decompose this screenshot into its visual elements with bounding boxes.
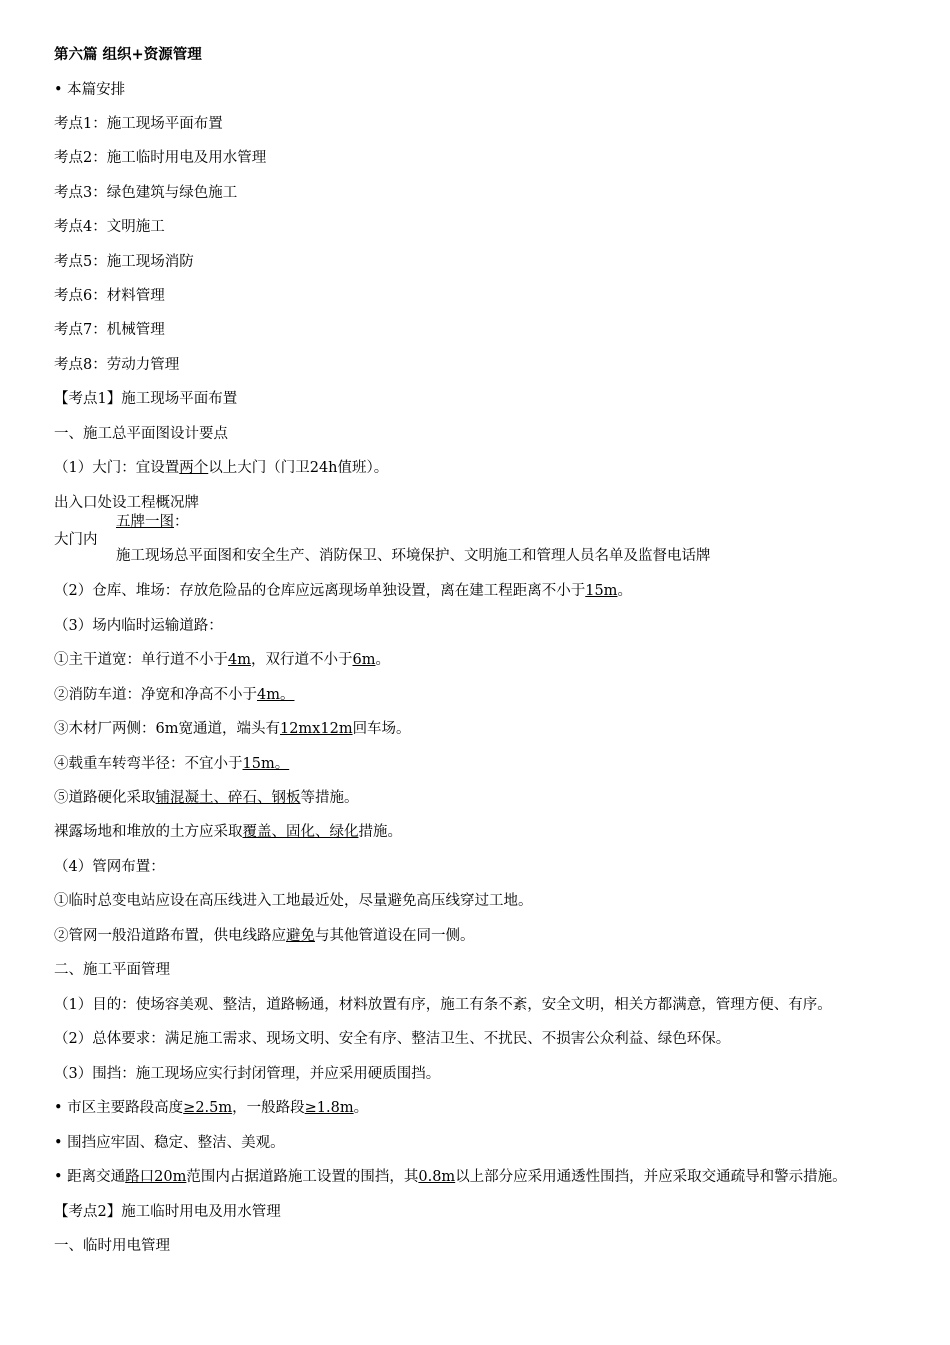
subheading-plan-management: 二、施工平面管理 [54,962,170,978]
text: ②管网一般沿道路布置，供电线路应 [54,928,286,944]
pipe-item-2 [54,926,475,946]
emphasis: 路口20m [125,1169,187,1185]
gate-paragraph [54,458,388,478]
emphasis: 覆盖、固化、绿化 [242,824,359,840]
purpose-paragraph: （1）目的：使场容美观、整洁，道路畅通，材料放置有序，施工有条不紊，安全文明，相关方都满意，管理方便、有序。 [54,997,832,1013]
text: ，一般路段 [232,1100,305,1116]
section-heading-2: 【考点2】施工临时用电及用水管理 [54,1204,281,1220]
text: 等措施。 [300,790,359,806]
text: ③木材厂两侧：6m宽通道，端头有 [54,721,280,737]
emphasis: 4m。 [257,687,295,703]
fence-bullet-3 [54,1167,847,1187]
kaodian-item: 考点2：施工临时用电及用水管理 [54,150,267,166]
page-title: 第六篇 组织+资源管理 [54,46,202,63]
road-item-5 [54,788,359,808]
section-heading-1: 【考点1】施工现场平面布置 [54,391,238,407]
text: 与其他管道设在同一侧。 [315,928,475,944]
pipe-item-1: ①临时总变电站应设在高压线进入工地最近处，尽量避免高压线穿过工地。 [54,893,533,909]
text: ，双行道不小于 [250,652,353,668]
emphasis: ≥1.8m [304,1100,354,1116]
emphasis: ≥2.5m [183,1100,233,1116]
text: ④载重车转弯半径：不宜小于 [54,756,243,772]
emphasis: 铺混凝土、碎石、钢板 [155,790,301,806]
road-item-2 [54,685,294,705]
text: 。 [353,1100,369,1116]
text: 。 [617,583,632,599]
kaodian-item: 考点5：施工现场消防 [54,254,194,270]
five-signs-detail: 施工现场总平面图和安全生产、消防保卫、环境保护、文明施工和管理人员名单及监督电话牌 [116,548,711,564]
subheading-design-points: 一、施工总平面图设计要点 [54,426,228,442]
pipe-title: （4）管网布置： [54,859,165,875]
subheading-electricity: 一、临时用电管理 [54,1238,170,1254]
kaodian-item: 考点1：施工现场平面布置 [54,116,223,132]
road-item-4 [54,754,289,774]
fence-bullet-2: • 围挡应牢固、稳定、整洁、美观。 [54,1135,285,1151]
emphasis: 4m [228,652,251,668]
text: • 市区主要路段高度 [54,1100,184,1116]
text: （1）大门：宜设置 [54,460,180,476]
text: 以上大门（门卫24h值班）。 [208,460,389,476]
text: • 距离交通 [54,1169,126,1185]
emphasis: 避免 [286,928,315,944]
emphasis: 两个 [179,460,209,476]
bare-ground-paragraph [54,822,402,842]
five-signs-line [116,512,189,532]
overall-requirements: （2）总体要求：满足施工需求、现场文明、安全有序、整洁卫生、不扰民、不损害公众利益、绿色环保。 [54,1031,731,1047]
five-signs-label: 五牌一图 [116,514,174,530]
emphasis: 6m [352,652,376,668]
road-item-3 [54,719,411,739]
kaodian-item: 考点7：机械管理 [54,322,165,338]
emphasis: 15m [585,583,618,599]
text: 以上部分应采用通透性围挡，并应采取交通疏导和警示措施。 [455,1169,847,1185]
road-title: （3）场内临时运输道路： [54,618,223,634]
text: （2）仓库、堆场：存放危险品的仓库应远离现场单独设置，离在建工程距离不小于 [54,583,586,599]
kaodian-item: 考点8：劳动力管理 [54,357,180,373]
inside-gate-line: 大门内 [54,532,98,548]
text: ①主干道宽：单行道不小于 [54,652,228,668]
emphasis: 0.8m [418,1169,456,1185]
arrangement-bullet: • 本篇安排 [54,82,126,98]
emphasis: 15m。 [242,756,290,772]
kaodian-item: 考点4：文明施工 [54,219,165,235]
kaodian-item: 考点3：绿色建筑与绿色施工 [54,185,238,201]
text: ②消防车道：净宽和净高不小于 [54,687,257,703]
text: 措施。 [358,824,402,840]
warehouse-paragraph [54,581,632,601]
text: 回车场。 [352,721,411,737]
emphasis: 12mx12m [279,721,353,737]
kaodian-item: 考点6：材料管理 [54,288,165,304]
fence-bullet-1 [54,1098,368,1118]
text: 范围内占据道路施工设置的围挡，其 [186,1169,419,1185]
text: ⑤道路硬化采取 [54,790,156,806]
text: 。 [375,652,390,668]
fence-paragraph: （3）围挡：施工现场应实行封闭管理，并应采用硬质围挡。 [54,1066,441,1082]
text: ： [174,514,189,530]
road-item-1 [54,650,390,670]
text: 裸露场地和堆放的土方应采取 [54,824,243,840]
entrance-line: 出入口处设工程概况牌 [54,495,199,511]
